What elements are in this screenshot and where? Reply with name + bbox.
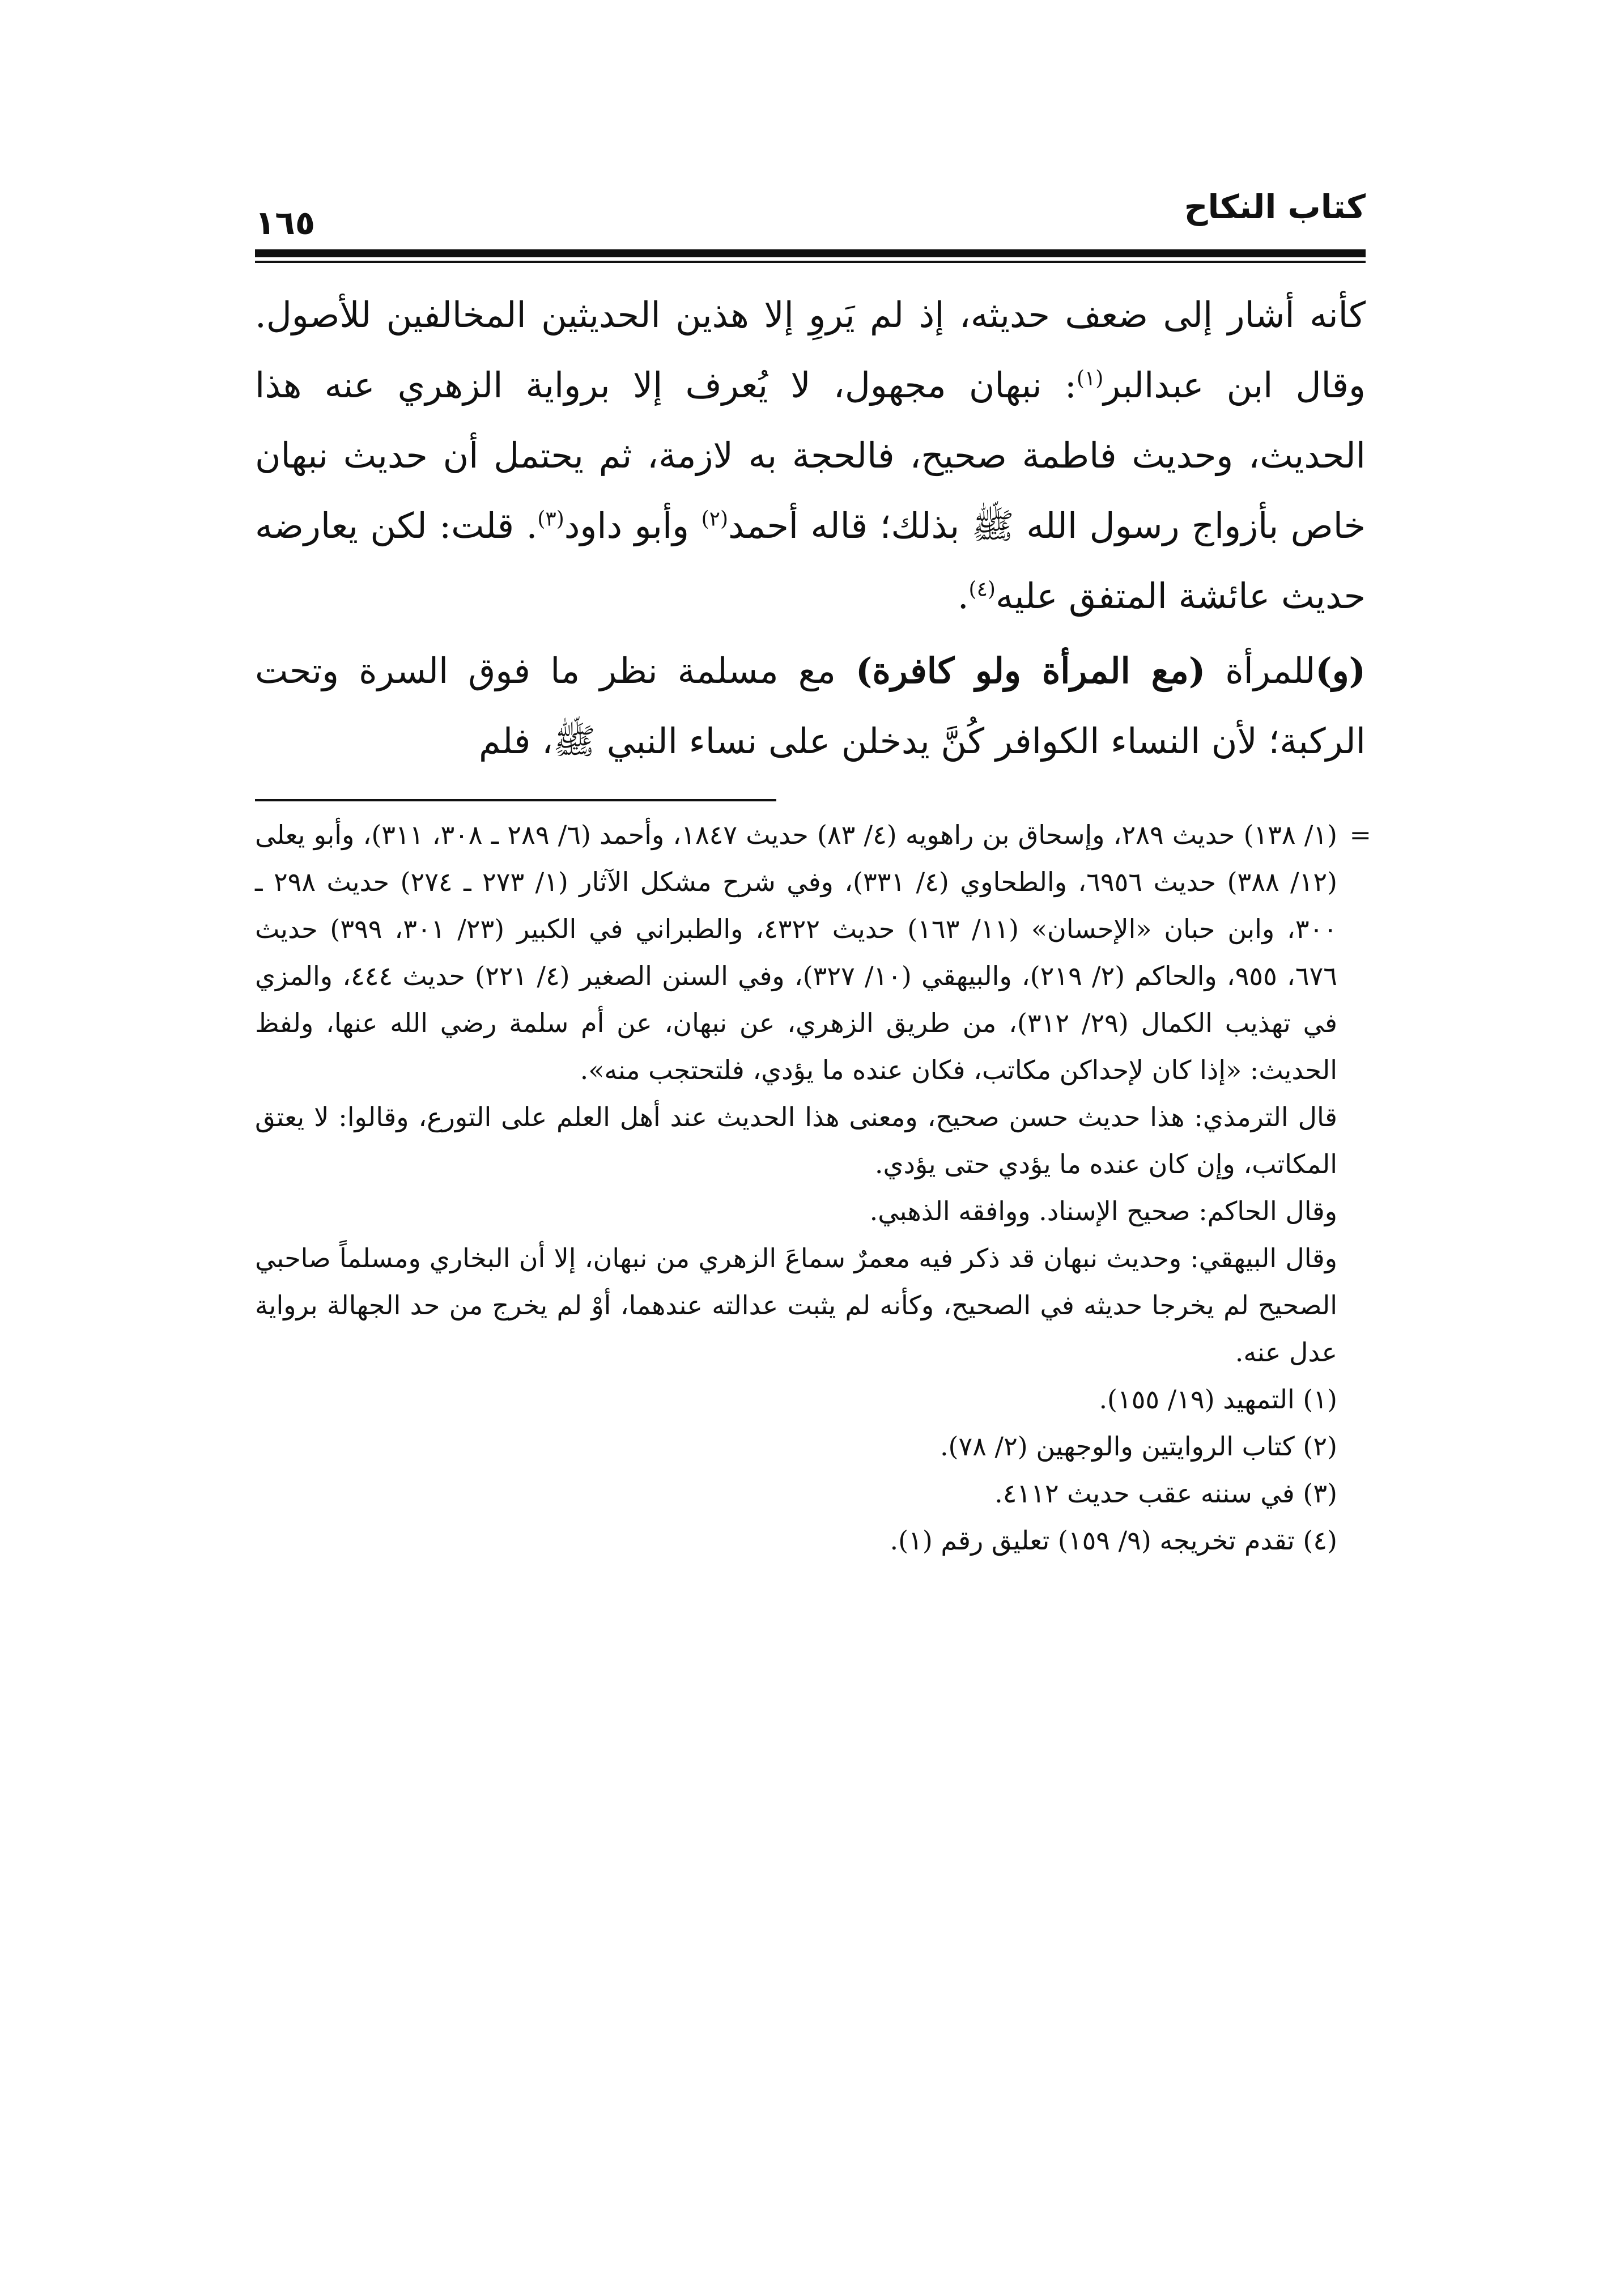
para1-text-4: . قلت: لكن يعارضه حديث عائشة المتفق عليه (255, 505, 1366, 617)
footnote-2: (٢) كتاب الروايتين والوجهين (٢/ ٧٨). (939, 1431, 1337, 1462)
para1-text-5: . (957, 575, 969, 617)
para2-bold-1: (و) (1315, 650, 1366, 691)
continuation-mark: = (1349, 819, 1371, 850)
para2-bold-2: (مع المرأة ولو كافرة) (856, 650, 1206, 691)
footnote-3: (٣) في سننه عقب حديث ٤١١٢. (994, 1478, 1337, 1509)
para1-text-1: كأنه أشار إلى ضعف حديثه، إذ لم يَروِ إلا هذين الحديثين المخالفين للأصول. وقال ابن عبدالبر (255, 294, 1366, 406)
footnote-ref-3: (٣) (537, 507, 564, 531)
para1-text-3: وأبو داود (564, 505, 702, 546)
main-text (255, 280, 1366, 776)
footnote-1: (١) التمهيد (١٩/ ١٥٥). (1099, 1384, 1337, 1415)
page-header (255, 187, 1366, 249)
footnote-tirmidhi: قال الترمذي: هذا حديث حسن صحيح، ومعنى هذا الحديث عند أهل العلم على التورع، وقالوا: لا يعتق المكاتب، وإن كان عنده ما يؤدي حتى يؤدي. (255, 1102, 1337, 1179)
book-page (255, 187, 1371, 1564)
page-number: ١٦٥ (255, 203, 316, 242)
para2-text-2: مع مسلمة نظر ما فوق السرة وتحت الركبة؛ لأن النساء الكوافر كُنَّ يدخلن على نساء النبي ﷺ، فلم (255, 650, 1366, 762)
footnote-continuation: (١/ ١٣٨) حديث ٢٨٩، وإسحاق بن راهويه (٤/ ٨٣) حديث ١٨٤٧، وأحمد (٦/ ٢٨٩ ـ ٣٠٨، ٣١١)، وأبو يعلى (١٢/ ٣٨٨) حديث ٦٩٥٦، والطحاوي (٤/ ٣٣١)، وفي شرح مشكل الآثار (١/ ٢٧٣ ـ ٢٧٤) حديث ٢٩٨ ـ ٣٠٠، وابن حبان «الإحسان» (١١/ ١٦٣) حديث ٤٣٢٢، والطبراني في الكبير (٢٣/ ٣٠١، ٣٩٩) حديث ٦٧٦، ٩٥٥، والحاكم (٢/ ٢١٩)، والبيهقي (١٠/ ٣٢٧)، وفي السنن الصغير (٤/ ٢٢١) حديث ٤٤٤، والمزي في تهذيب الكمال (٢٩/ ٣١٢)، من طريق الزهري، عن نبهان، عن أم سلمة رضي الله عنها، ولفظ الحديث: «إذا كان لإحداكن مكاتب، فكان عنده ما يؤدي، فلتحتجب منه». (255, 819, 1338, 1085)
footnote-ref-2: (٢) (701, 507, 729, 531)
para1-text-2: : نبهان مجهول، لا يُعرف إلا برواية الزهري عنه هذا الحديث، وحديث فاطمة صحيح، فالحجة به لازمة، ثم يحتمل أن حديث نبهان خاص بأزواج رسول الله ﷺ بذلك؛ قاله أحمد (255, 364, 1366, 546)
footnote-ref-1: (١) (1076, 367, 1104, 390)
footnote-separator (255, 799, 776, 801)
header-rule-thick (255, 249, 1366, 257)
main-paragraph-1 (255, 280, 1366, 631)
main-paragraph-2 (255, 636, 1366, 776)
running-title: كتاب النكاح (1184, 188, 1366, 226)
footnote-4: (٤) تقدم تخريجه (٩/ ١٥٩) تعليق رقم (١). (890, 1525, 1337, 1556)
footnote-hakim: وقال الحاكم: صحيح الإسناد. ووافقه الذهبي. (869, 1196, 1337, 1226)
footnote-ref-4: (٤) (968, 578, 996, 601)
para2-text-1: للمرأة (1205, 650, 1316, 691)
footnotes (255, 812, 1371, 1564)
footnote-bayhaqi: وقال البيهقي: وحديث نبهان قد ذكر فيه معمرٌ سماعَ الزهري من نبهان، إلا أن البخاري ومسلماً صاحبي الصحيح لم يخرجا حديثه في الصحيح، وكأنه لم يثبت عدالته عندهما، أوْ لم يخرج من حد الجهالة برواية عدل عنه. (255, 1243, 1337, 1368)
header-rule-thin (255, 261, 1366, 263)
